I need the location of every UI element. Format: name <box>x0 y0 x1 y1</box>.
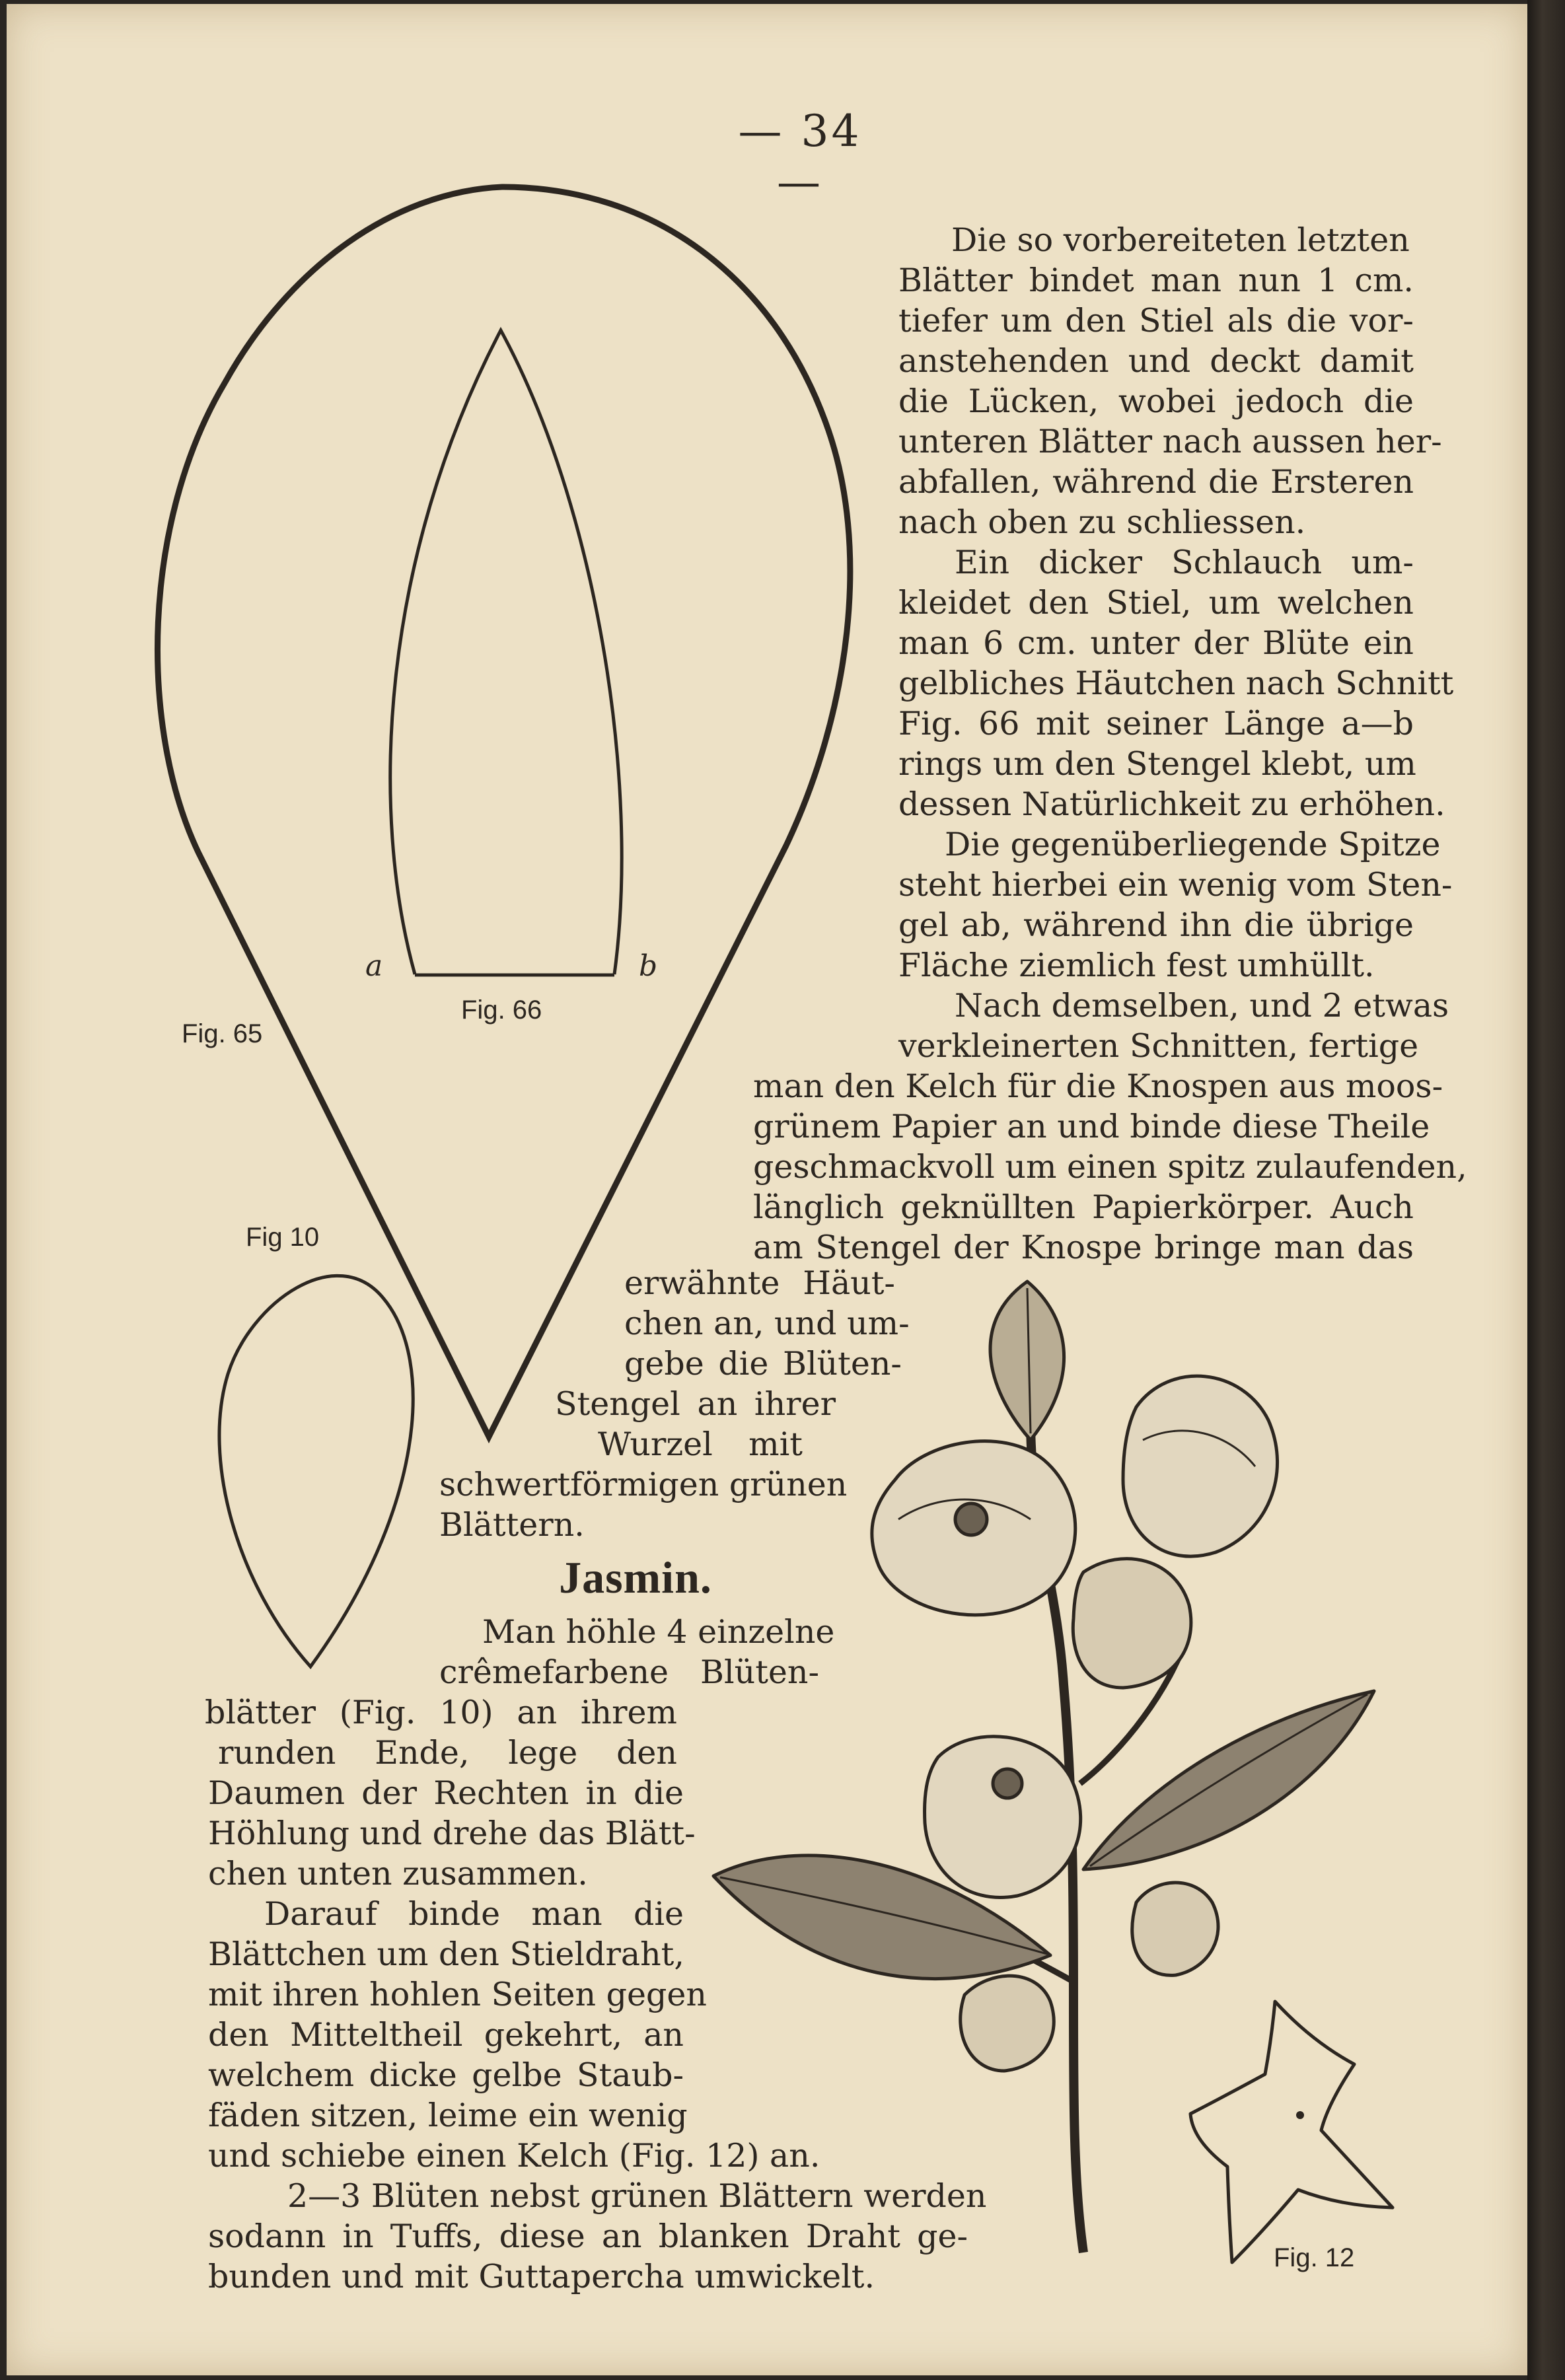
jasmine-blossom-lower <box>925 1737 1081 1898</box>
fig66-label-b: b <box>639 949 658 983</box>
text-line: nach oben zu schliessen. <box>898 503 1306 541</box>
text-line: Fig. 66 mit seiner Länge a—b <box>898 705 1414 742</box>
text-line: länglich geknüllten Papierkörper. Auch <box>753 1188 1414 1226</box>
text-line: Die so vorbereiteten letzten <box>951 221 1410 259</box>
text-line: welchem dicke gelbe Staub- <box>208 2056 684 2094</box>
fig10-caption: Fig 10 <box>246 1223 320 1252</box>
text-line: Daumen der Rechten in die <box>208 1774 684 1812</box>
text-line: dessen Natürlichkeit zu erhöhen. <box>898 785 1445 823</box>
jasmine-blossom-middle <box>1073 1559 1191 1688</box>
text-line: gel ab, während ihn die übrige <box>898 906 1414 944</box>
text-line: Wurzel mit <box>598 1425 803 1463</box>
text-line: und schiebe einen Kelch (Fig. 12) an. <box>208 2137 820 2175</box>
text-line: Fläche ziemlich fest umhüllt. <box>898 947 1375 984</box>
text-line: erwähnte Häut- <box>624 1264 895 1302</box>
text-line: chen an, und um- <box>624 1305 910 1342</box>
text-line: am Stengel der Knospe bringe man das <box>753 1229 1414 1266</box>
text-line: Blättern. <box>439 1506 585 1544</box>
jasmine-leaf-right <box>1083 1691 1374 1869</box>
fig66-label-a: a <box>365 949 383 983</box>
jasmine-blossom-lower-center <box>993 1769 1022 1798</box>
text-line: bunden und mit Guttapercha umwickelt. <box>208 2258 875 2295</box>
fig66-caption: Fig. 66 <box>461 995 542 1025</box>
text-line: Blätter bindet man nun 1 cm. <box>898 262 1414 299</box>
text-line: man 6 cm. unter der Blüte ein <box>898 624 1414 662</box>
text-line: unteren Blätter nach aussen her- <box>898 423 1442 460</box>
text-line: rings um den Stengel klebt, um <box>898 745 1416 783</box>
fig66-petal-outline <box>390 330 622 974</box>
text-line: abfallen, während die Ersteren <box>898 463 1414 501</box>
text-line: runden Ende, lege den <box>218 1734 677 1772</box>
section-heading-jasmin: Jasmin. <box>559 1552 712 1603</box>
text-line: schwertförmigen grünen <box>439 1466 848 1503</box>
fig10-petal-outline <box>219 1276 413 1667</box>
text-line: Die gegenüberliegende Spitze <box>945 826 1441 863</box>
text-line: Ein dicker Schlauch um- <box>955 544 1414 581</box>
jasmine-illustration <box>713 1281 1374 2253</box>
text-line: gebe die Blüten- <box>624 1345 902 1383</box>
text-line: tiefer um den Stiel als die vor- <box>898 302 1414 340</box>
text-line: gelbliches Häutchen nach Schnitt <box>898 665 1454 702</box>
text-line: Nach demselben, und 2 etwas <box>955 987 1449 1025</box>
jasmine-bud-right <box>1132 1883 1218 1975</box>
fig12-caption: Fig. 12 <box>1274 2243 1355 2272</box>
text-line: fäden sitzen, leime ein wenig <box>208 2097 688 2134</box>
text-line: mit ihren hohlen Seiten gegen <box>208 1976 707 2013</box>
text-line: crêmefarbene Blüten- <box>439 1653 819 1691</box>
page-number: — 34 — <box>738 106 862 207</box>
text-line: geschmackvoll um einen spitz zulaufenden, <box>753 1148 1467 1186</box>
text-line: 2—3 Blüten nebst grünen Blättern werden <box>287 2177 987 2215</box>
text-line: anstehenden und deckt damit <box>898 342 1414 380</box>
text-line: Darauf binde man die <box>264 1895 684 1933</box>
jasmine-bud-lower <box>961 1976 1054 2071</box>
fig12-calyx-star <box>1190 2001 1393 2262</box>
fig12-center-dot <box>1296 2111 1304 2119</box>
text-line: Stengel an ihrer <box>555 1385 836 1423</box>
text-line: Höhlung und drehe das Blätt- <box>208 1815 696 1852</box>
text-line: kleidet den Stiel, um welchen <box>898 584 1414 622</box>
text-line: grünem Papier an und binde diese Theile <box>753 1108 1430 1145</box>
text-line: den Mitteltheil gekehrt, an <box>208 2016 684 2054</box>
text-line: blätter (Fig. 10) an ihrem <box>205 1694 677 1731</box>
text-line: chen unten zusammen. <box>208 1855 588 1893</box>
jasmine-blossom-left-center <box>955 1503 987 1535</box>
text-line: Man höhle 4 einzelne <box>482 1613 835 1651</box>
text-line: die Lücken, wobei jedoch die <box>898 382 1414 420</box>
fig65-caption: Fig. 65 <box>182 1019 263 1048</box>
text-line: sodann in Tuffs, diese an blanken Draht ge- <box>208 2218 968 2255</box>
text-line: Blättchen um den Stieldraht, <box>208 1935 684 1973</box>
text-line: steht hierbei ein wenig vom Sten- <box>898 866 1453 904</box>
text-line: man den Kelch für die Knospen aus moos- <box>753 1067 1443 1105</box>
text-line: verkleinerten Schnitten, fertige <box>898 1027 1419 1065</box>
